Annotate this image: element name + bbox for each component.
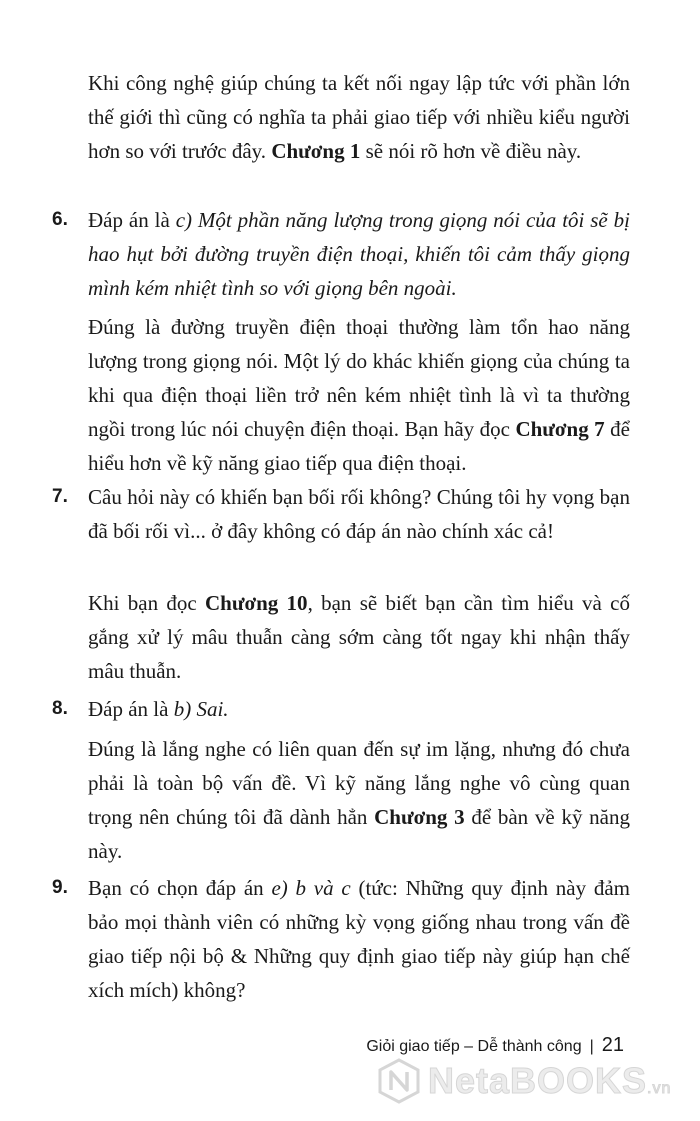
answer-option: c) Một phần năng lượng trong giọng nói của tôi sẽ bị hao hụt bởi đường truyền điện thoại, khiến tôi cảm thấy giọng mình kém nhiệt tình so với giọng bên ngoài. [88,208,630,300]
answer-7 [88,480,630,548]
answer-option: e) b và c [271,876,351,900]
answer-8 [88,692,630,726]
text: để bàn về kỹ năng này. [88,805,630,863]
n-logo-icon [376,1058,422,1104]
item-number-9: 9. [52,877,68,898]
explanation-6 [88,310,630,480]
text: Bạn có chọn đáp án [88,876,272,900]
text: Khi công nghệ giúp chúng ta kết nối ngay lập tức với phần lớn thế giới thì cũng có nghĩa ta phải giao tiếp với nhiều kiểu người hơn so với trước đây. [88,71,630,163]
explanation-7 [88,586,630,688]
watermark-brand: NetaBOOKS [428,1060,648,1101]
chapter-ref: Chương 3 [374,805,465,829]
answer-6 [88,203,630,305]
text: sẽ nói rõ hơn về điều này. [360,139,582,163]
footer-separator: | [589,1038,594,1055]
watermark [372,1054,692,1110]
text: để hiểu hơn về kỹ năng giao tiếp qua điện thoại. [88,417,630,475]
chapter-ref: Chương 10 [205,591,308,615]
answer-9 [88,871,630,1007]
text: Đáp án là [88,697,174,721]
watermark-suffix: .vn [647,1080,672,1097]
explanation-8 [88,732,630,868]
item-number-7: 7. [52,486,68,507]
running-title: Giỏi giao tiếp – Dễ thành công [366,1038,582,1055]
text: , bạn sẽ biết bạn cần tìm hiểu và cố gắng xử lý mâu thuẫn càng sớm càng tốt ngay khi nhận thấy mâu thuẫn. [88,591,630,683]
chapter-ref: Chương 1 [271,139,361,163]
answer-option: b) Sai. [173,697,229,721]
paragraph-intro [88,66,630,168]
text: Đúng là lắng nghe có liên quan đến sự im lặng, nhưng đó chưa phải là toàn bộ vấn đề. Vì kỹ năng lắng nghe vô cùng quan trọng nên chúng tôi đã dành hẳn [88,737,630,829]
text: Đáp án là [88,208,176,232]
page-number: 21 [601,1034,624,1056]
text: (tức: Những quy định này đảm bảo mọi thành viên có những kỳ vọng giống nhau trong vấn đề giao tiếp nội bộ & Những quy định giao tiếp này giúp hạn chế xích mích) không? [88,876,630,1002]
chapter-ref: Chương 7 [515,417,605,441]
text: Câu hỏi này có khiến bạn bối rối không? Chúng tôi hy vọng bạn đã bối rối vì... ở đây không có đáp án nào chính xác cả! [88,485,630,543]
watermark-text [428,1060,671,1102]
item-number-6: 6. [52,209,68,230]
item-number-8: 8. [52,698,68,719]
text: Khi bạn đọc [88,591,206,615]
text: Đúng là đường truyền điện thoại thường làm tổn hao năng lượng trong giọng nói. Một lý do khác khiến giọng của chúng ta khi qua điện thoại liền trở nên kém nhiệt tình là vì ta thường ngồi trong lúc nói chuyện điện thoại. Bạn hãy đọc [88,315,630,441]
